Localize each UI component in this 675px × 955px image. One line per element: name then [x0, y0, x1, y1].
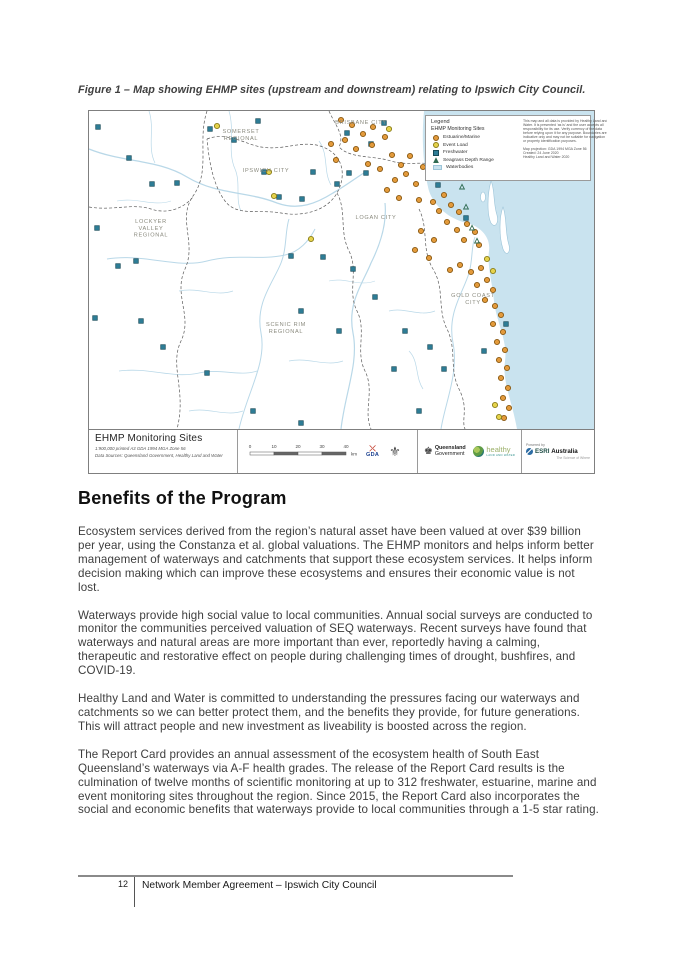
map-partner-logos-section: [418, 430, 522, 473]
figure-caption: Figure 1 – Map showing EHMP sites (upstream and downstream) relating to Ipswich City Council.: [78, 84, 586, 96]
footer-divider: [134, 877, 135, 907]
healthy-logo-word: healthy: [486, 445, 511, 454]
legend-item-label: Estuarine/Marine: [443, 135, 480, 141]
triangle-symbol-icon: [433, 157, 439, 163]
circle-symbol-icon: [433, 142, 439, 148]
river-lines: [89, 111, 475, 429]
queensland-government-logo: [424, 446, 466, 458]
disclaimer-line: indicative only and may not be suitable for navigation: [523, 135, 606, 140]
svg-text:GOLD COAST: GOLD COAST: [451, 293, 495, 299]
map-footer-bar: [89, 429, 594, 473]
svg-text:REGIONAL: REGIONAL: [133, 232, 169, 239]
map-scale-section: [238, 430, 418, 473]
disclaimer-line: or property identification purposes.: [523, 139, 577, 144]
healthy-logo-icon: [473, 446, 484, 457]
legend-item: [431, 142, 519, 150]
svg-text:SCENIC RIM: SCENIC RIM: [266, 322, 306, 328]
legend-item-list: [431, 134, 519, 172]
map-scale-note: 1:900,000 printed A3 GDA 1994 MGA Zone 56: [95, 446, 186, 451]
svg-text:40: 40: [343, 443, 349, 449]
esri-globe-icon: [526, 448, 533, 455]
svg-text:CITY: CITY: [465, 299, 481, 306]
circle-symbol-icon: [433, 135, 439, 141]
north-crest-icon: ⚜: [389, 443, 401, 459]
svg-text:IPSWICH CITY: IPSWICH CITY: [242, 168, 290, 174]
legend-item: [431, 149, 519, 157]
section-heading: Benefits of the Program: [78, 488, 287, 508]
rect-symbol-icon: [433, 165, 442, 170]
disclaimer-line: responsibility for its use. Verify currency of the data: [523, 127, 602, 132]
map-title: EHMP Monitoring Sites: [95, 433, 203, 444]
paragraph-2: Waterways provide high social value to local communities. Annual social surveys are conducted to monitor the communities perceived valuation of SEQ waterways. Recent surveys have found that waterways and natural areas are more important than ever, reportedly having a calming, therapeutic and restorative effect on people during challenging times of drought, bushfires, and COVID-19.: [78, 608, 593, 678]
svg-text:BRISBANE CITY: BRISBANE CITY: [335, 120, 387, 126]
legend-subtitle: EHMP Monitoring Sites: [431, 126, 485, 132]
svg-text:LOCKYER: LOCKYER: [135, 219, 167, 225]
map-legend: [425, 115, 608, 181]
svg-text:VALLEY: VALLEY: [138, 225, 164, 232]
scale-bar: [242, 439, 360, 465]
svg-text:LOGAN CITY: LOGAN CITY: [355, 215, 397, 221]
legend-item-label: Freshwater: [443, 150, 468, 156]
disclaimer-line: Healthy Land and Water 2020: [523, 154, 570, 159]
disclaimer-line: before relying upon it for any purpose. Boundaries are: [523, 131, 607, 136]
paragraph-1: Ecosystem services derived from the region’s natural asset have been valued at over $39 billion per year, using the Constanza et al. global valuations. The EHMP monitors and helps inform better management of waterways and catchments that support these ecosystem services. It helps inform decision making which can improve these ecosystems and ensures their economic value is not lost.: [78, 525, 594, 594]
map-sources-note: Data Sources: Queensland Government, Healthy Land and Water: [95, 453, 223, 459]
paragraph-3: Healthy Land and Water is committed to understanding the pressures facing our waterways and catchments so we can better protect them, and the benefits they provide, for future generations. This will attract people and new investment as liveability is boosted across the region.: [78, 692, 580, 733]
legend-item-label: Seagrass Depth Range: [443, 157, 494, 163]
gda-logo: [366, 445, 379, 458]
legend-item-label: Waterbodies: [446, 165, 474, 171]
map-figure: [88, 110, 608, 474]
paragraph-4: The Report Card provides an annual assessment of the ecosystem health of South East Queensland’s waterways via A-F health grades. The release of the Report Card results is the culmination of twelve months of scientific monitoring at up to 312 freshwater, estuarine, marine and event monitoring sites throughout the region. Since 2015, the Report Card also incorporates the social and economic benefits that waterways provide to local communities through a 1-5 star rating.: [78, 747, 599, 817]
square-symbol-icon: [433, 150, 439, 156]
footer-rule: [78, 875, 513, 877]
footer-text: Network Member Agreement – Ipswich City Council: [142, 880, 377, 891]
qld-logo-text: Queensland Government: [434, 444, 466, 457]
svg-text:20: 20: [295, 443, 301, 449]
disclaimer-line: This map and all data is provided by Healthy Land and: [523, 119, 608, 123]
esri-tagline: The Science of Where: [556, 456, 590, 460]
legend-item: [431, 164, 519, 172]
footer-page-number: 12: [117, 879, 128, 889]
legend-item: [431, 134, 519, 142]
svg-text:30: 30: [319, 443, 325, 449]
legend-items-column: [431, 119, 519, 178]
healthy-logo-sub: LAND AND WATER: [486, 453, 516, 457]
disclaimer-line: Water. It is presented ‘as is’ and the user accepts all: [523, 123, 604, 128]
qld-crest-icon: ♚: [423, 446, 433, 457]
disclaimer-line: Created: 24 June 2020: [523, 150, 559, 155]
body-text-column: [78, 488, 599, 831]
svg-text:REGIONAL: REGIONAL: [223, 135, 259, 142]
svg-text:REGIONAL: REGIONAL: [268, 328, 304, 335]
svg-text:0: 0: [248, 443, 252, 449]
legend-disclaimer: [519, 119, 607, 178]
legend-item: [431, 157, 519, 165]
gda-mark-icon: ⤫: [369, 444, 376, 453]
esri-powered-by: Powered by: [526, 443, 545, 447]
map-title-section: [89, 430, 238, 473]
svg-text:SOMERSET: SOMERSET: [222, 129, 260, 135]
svg-text:km: km: [351, 451, 358, 456]
healthy-land-water-logo: [473, 446, 515, 457]
legend-title: Legend: [431, 119, 450, 125]
disclaimer-line: Map projection: GDA 1994 MGA Zone 56: [523, 146, 587, 151]
svg-text:10: 10: [271, 443, 277, 449]
gda-label: GDA: [366, 452, 380, 458]
esri-logo-section: [522, 430, 594, 473]
esri-logo-text: ESRI Australia: [535, 448, 578, 455]
legend-item-label: Event Load: [443, 142, 468, 148]
